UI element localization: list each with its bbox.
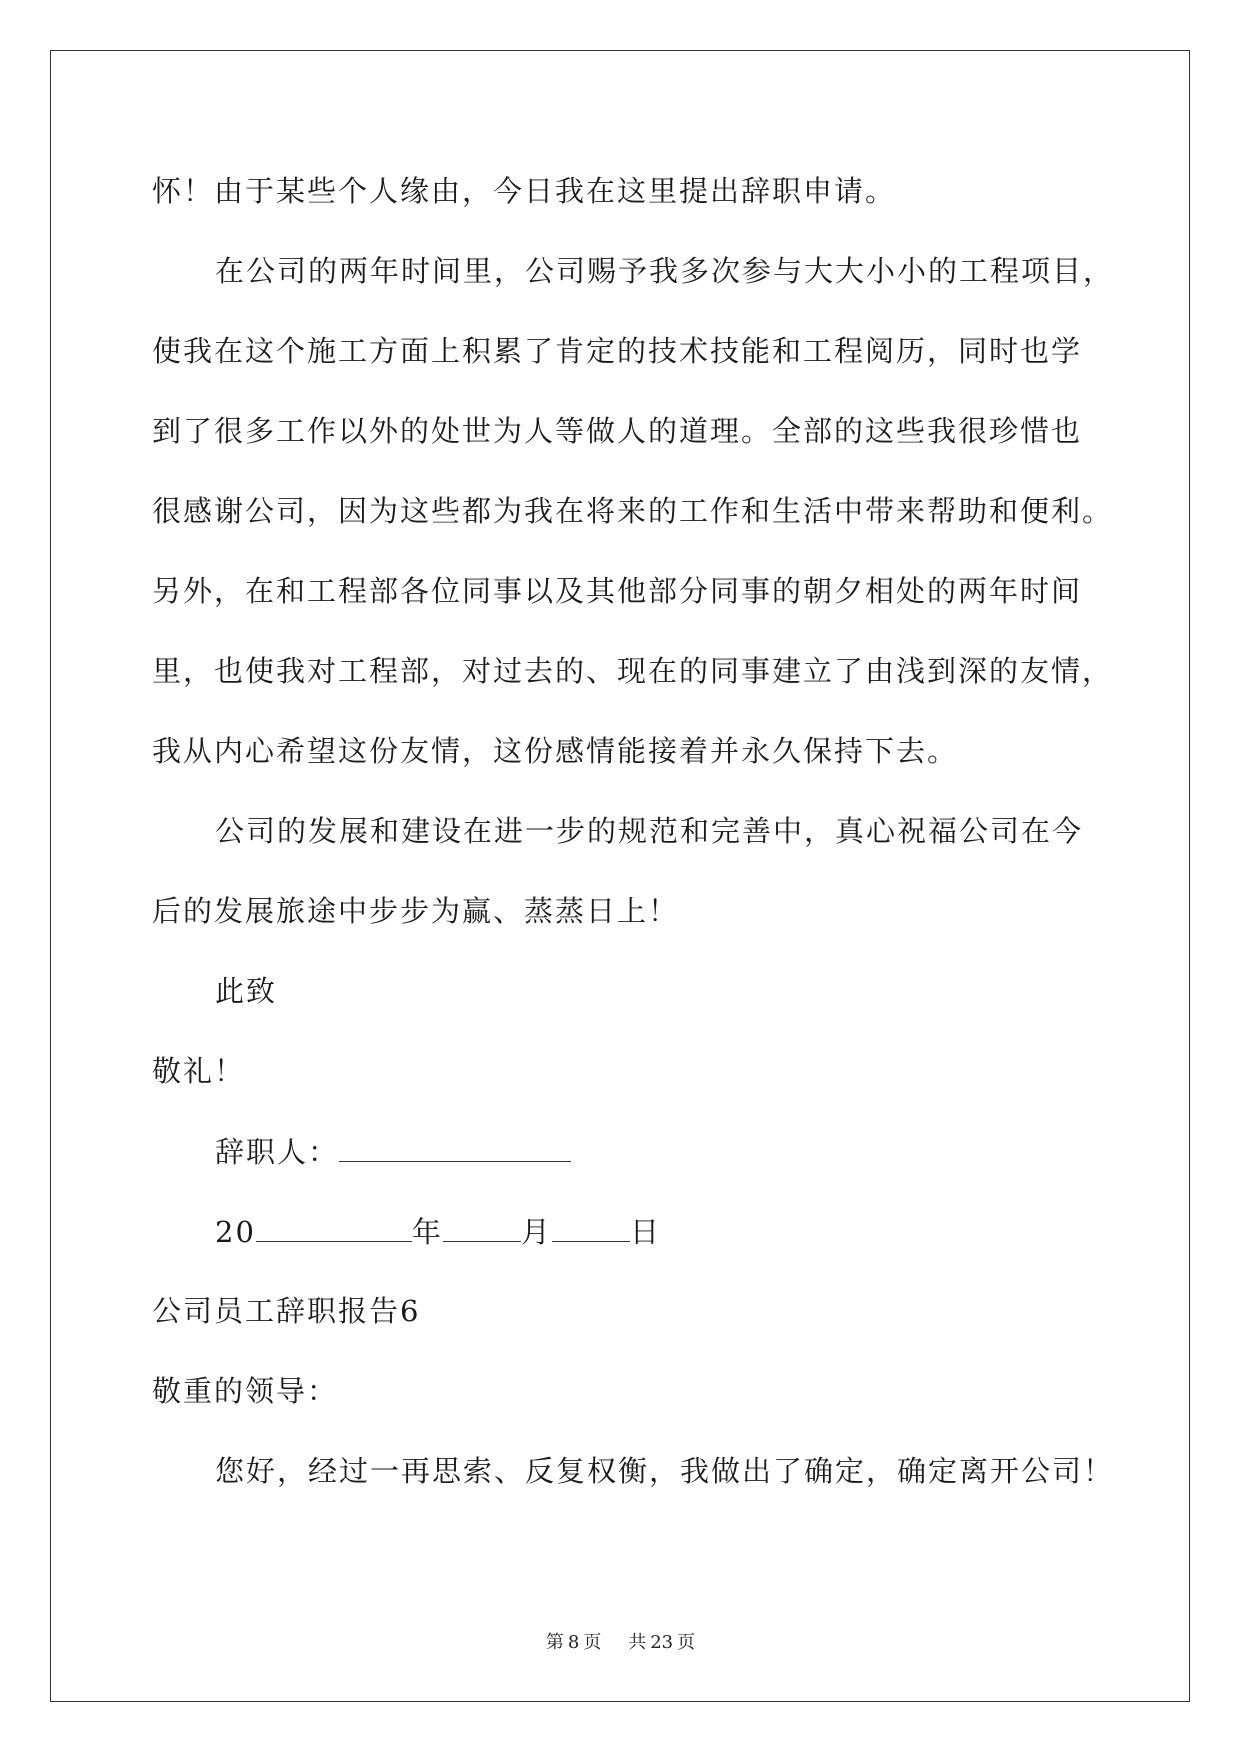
date-day-label: 日 <box>629 1215 661 1249</box>
footer-page-suffix: 页 <box>583 1632 602 1653</box>
date-line <box>215 1213 661 1250</box>
footer-total-pages: 23 <box>650 1632 674 1653</box>
greeting: 敬重的领导： <box>152 1374 339 1408</box>
footer-total-prefix: 共 <box>628 1632 647 1653</box>
signature-blank <box>339 1133 571 1162</box>
signature-line <box>215 1133 571 1170</box>
date-month-label: 月 <box>520 1215 552 1249</box>
body-line-opening: 您好，经过一再思索、反复权衡，我做出了确定，确定离开公司！ <box>215 1454 1115 1488</box>
date-year-label: 年 <box>411 1215 443 1249</box>
footer-total-suffix: 页 <box>677 1632 696 1653</box>
footer-page-prefix: 第 <box>545 1632 564 1653</box>
footer-page-number: 8 <box>567 1632 580 1653</box>
body-line-9: 公司的发展和建设在进一步的规范和完善中，真心祝福公司在今 <box>215 814 1084 848</box>
page-footer <box>0 1632 1241 1654</box>
salutation-cizhi: 此致 <box>215 974 278 1008</box>
date-day-blank <box>552 1213 630 1242</box>
body-line-8: 我从内心希望这份友情，这份感情能接着并永久保持下去。 <box>152 734 959 768</box>
body-line-2: 在公司的两年时间里，公司赐予我多次参与大大小小的工程项目， <box>215 254 1115 288</box>
body-line-5: 很感谢公司，因为这些都为我在将来的工作和生活中带来帮助和便利。 <box>152 494 1114 528</box>
body-line-10: 后的发展旅途中步步为赢、蒸蒸日上！ <box>152 894 680 928</box>
date-year-prefix: 20 <box>215 1215 256 1249</box>
body-line-4: 到了很多工作以外的处世为人等做人的道理。全部的这些我很珍惜也 <box>152 414 1083 448</box>
body-line-7: 里，也使我对工程部，对过去的、现在的同事建立了由浅到深的友情， <box>152 654 1114 688</box>
date-month-blank <box>443 1213 521 1242</box>
signature-label: 辞职人： <box>215 1135 340 1169</box>
body-line-6: 另外，在和工程部各位同事以及其他部分同事的朝夕相处的两年时间 <box>152 574 1083 608</box>
section-title: 公司员工辞职报告6 <box>152 1294 421 1328</box>
salutation-jingli: 敬礼！ <box>152 1054 246 1088</box>
body-line-3: 使我在这个施工方面上积累了肯定的技术技能和工程阅历，同时也学 <box>152 334 1083 368</box>
body-line-1: 怀！由于某些个人缘由，今日我在这里提出辞职申请。 <box>152 174 897 208</box>
date-year-blank <box>256 1213 412 1242</box>
